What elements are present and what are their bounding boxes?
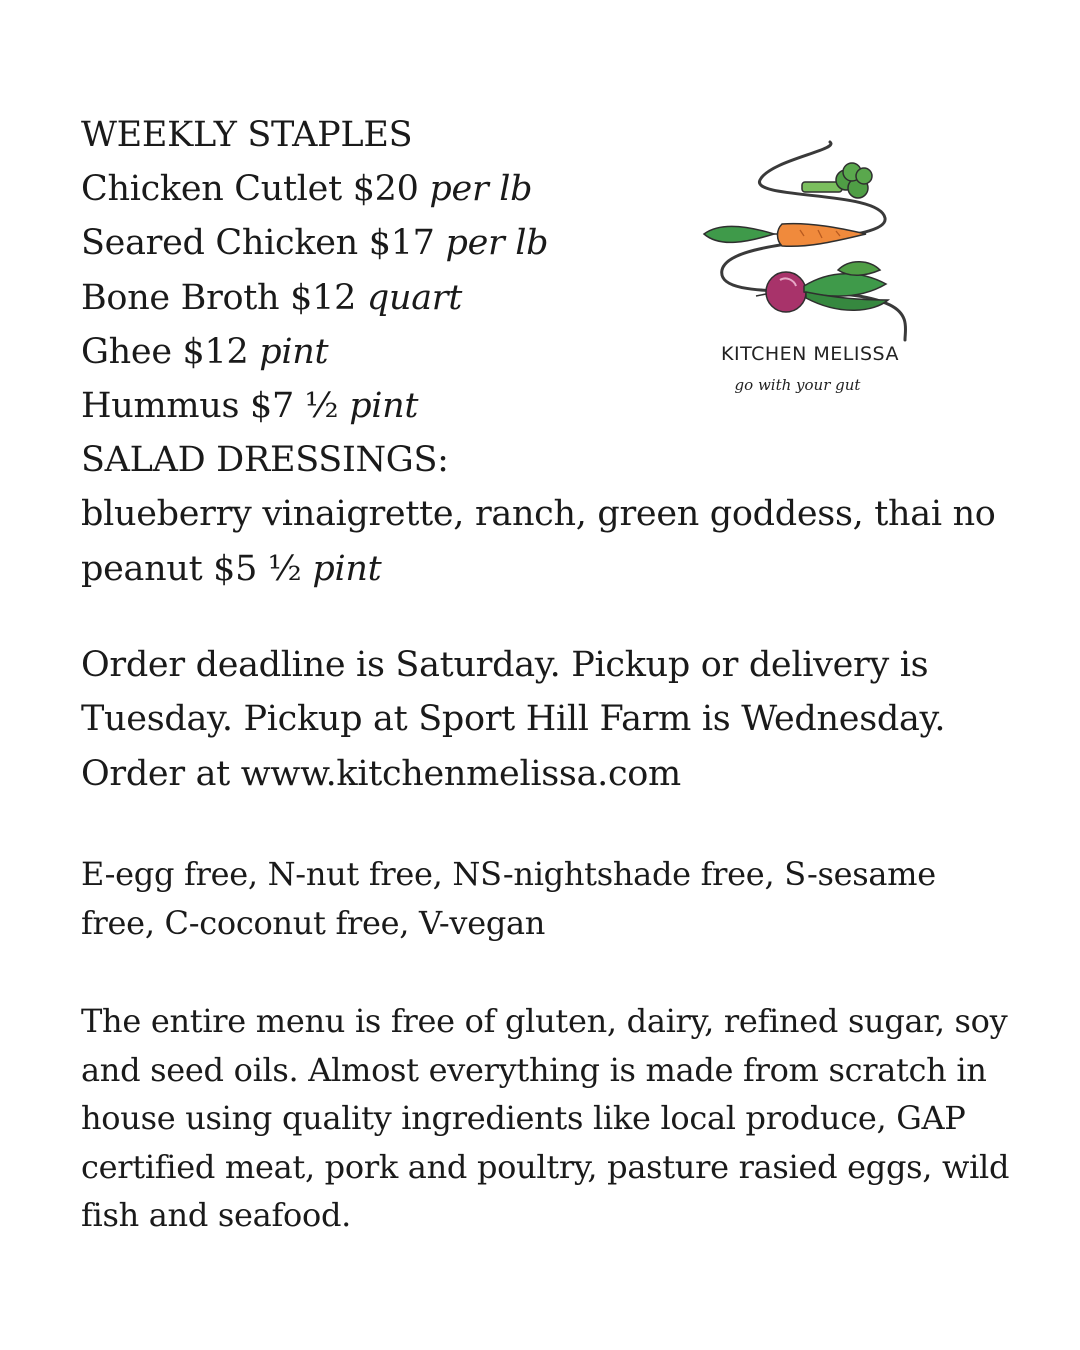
staple-name: Chicken Cutlet $20 xyxy=(81,169,419,210)
staple-unit: pint xyxy=(259,331,329,372)
beet-icon xyxy=(756,262,888,312)
dressings-text: blueberry vinaigrette, ranch, green goddess, thai no peanut $5 ½ xyxy=(81,494,996,589)
staple-unit: pint xyxy=(349,386,419,427)
logo-tagline: go with your gut xyxy=(734,376,861,394)
kitchen-melissa-logo xyxy=(690,130,930,410)
staple-name: Hummus $7 ½ xyxy=(81,386,339,427)
broccoli-icon xyxy=(802,163,872,198)
logo-illustration xyxy=(690,130,930,345)
staple-unit: quart xyxy=(366,277,462,318)
order-info: Order deadline is Saturday. Pickup or delivery is Tuesday. Pickup at Sport Hill Farm is Wednesday. Order at www.kitchenmelissa.com xyxy=(81,645,946,794)
dressings-unit: pint xyxy=(312,548,382,589)
staple-name: Seared Chicken $17 xyxy=(81,223,435,264)
staple-name: Bone Broth $12 xyxy=(81,277,357,318)
menu-description: The entire menu is free of gluten, dairy, refined sugar, soy and seed oils. Almost everything is made from scratch in house using quality ingredients like local produce, GAP certified meat, pork and poultry, pasture rasied eggs, wild fish and seafood. xyxy=(81,1002,1010,1234)
carrot-icon xyxy=(704,224,866,247)
allergen-legend: E-egg free, N-nut free, NS-nightshade free, S-sesame free, C-coconut free, V-vegan xyxy=(81,855,936,942)
salad-dressings-heading: SALAD DRESSINGS: xyxy=(81,440,449,481)
staple-unit: per lb xyxy=(429,169,533,210)
staple-name: Ghee $12 xyxy=(81,331,249,372)
staple-unit: per lb xyxy=(445,223,549,264)
salad-dressings-list xyxy=(81,487,1011,595)
weekly-staples-heading: WEEKLY STAPLES xyxy=(81,115,413,155)
logo-brand-name: KITCHEN MELISSA xyxy=(721,343,899,365)
